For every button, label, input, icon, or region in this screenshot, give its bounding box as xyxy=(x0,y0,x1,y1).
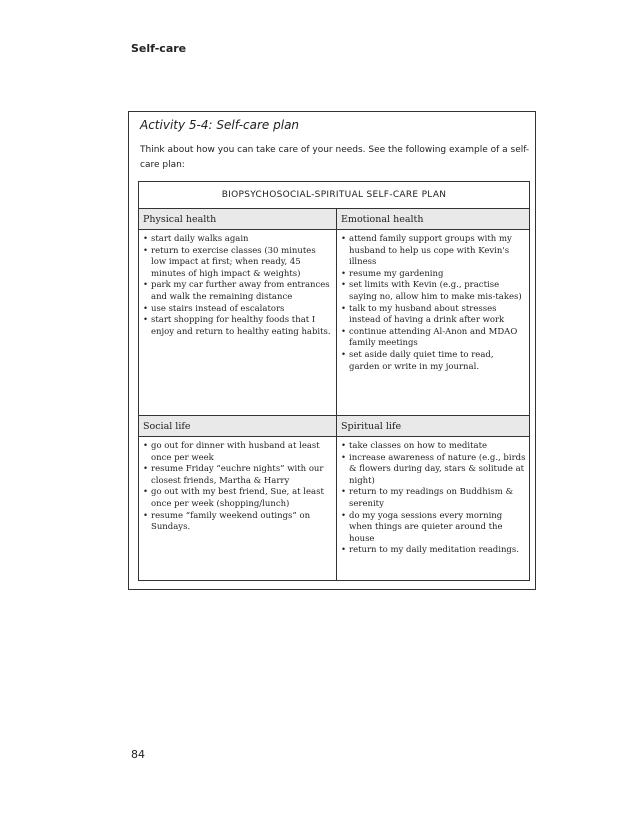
self-care-plan-table xyxy=(138,181,530,581)
physical-health-cell xyxy=(139,230,336,415)
emotional-health-cell xyxy=(337,230,530,415)
plan-title: BIOPSYCHOSOCIAL-SPIRITUAL SELF-CARE PLAN xyxy=(221,190,447,200)
list-item: • return to exercise classes (30 minutes low impact at first; when ready, 45 minutes of high impact & weights) xyxy=(143,246,332,281)
list-item: • return to my daily meditation readings. xyxy=(341,545,526,557)
activity-box xyxy=(128,111,536,590)
activity-intro: Think about how you can take care of your needs. See the following example of a self-care plan: xyxy=(140,145,530,170)
list-item: • increase awareness of nature (e.g., birds & flowers during day, stars & solitude at night) xyxy=(341,453,526,488)
physical-health-heading: Physical health xyxy=(139,208,336,230)
list-item: • start daily walks again xyxy=(143,234,332,246)
list-item: • go out for dinner with husband at least once per week xyxy=(143,441,332,464)
emotional-health-heading: Emotional health xyxy=(336,208,529,230)
list-item: • continue attending Al-Anon and MDAO family meetings xyxy=(341,327,526,350)
list-item: • park my car further away from entrances and walk the remaining distance xyxy=(143,280,332,303)
spiritual-life-list xyxy=(341,441,526,557)
list-item: • set limits with Kevin (e.g., practise saying no, allow him to make mis-takes) xyxy=(341,280,526,303)
physical-health-list xyxy=(143,234,332,338)
social-life-heading: Social life xyxy=(139,415,336,437)
list-item: • return to my readings on Buddhism & serenity xyxy=(341,487,526,510)
list-item: • start shopping for healthy foods that I enjoy and return to healthy eating habits. xyxy=(143,315,332,338)
list-item: • set aside daily quiet time to read, garden or write in my journal. xyxy=(341,350,526,373)
spiritual-life-heading: Spiritual life xyxy=(336,415,529,437)
list-item: • go out with my best friend, Sue, at least once per week (shopping/lunch) xyxy=(143,487,332,510)
page-number: 84 xyxy=(131,748,145,761)
list-item: • resume Friday “euchre nights” with our closest friends, Martha & Harry xyxy=(143,464,332,487)
running-head: Self-care xyxy=(131,42,187,55)
activity-title: Activity 5-4: Self-care plan xyxy=(140,118,300,132)
social-life-list xyxy=(143,441,332,534)
list-item: • use stairs instead of escalators xyxy=(143,304,332,316)
list-item: • attend family support groups with my husband to help us cope with Kevin's illness xyxy=(341,234,526,269)
list-item: • resume “family weekend outings” on Sundays. xyxy=(143,511,332,534)
list-item: • take classes on how to meditate xyxy=(341,441,526,453)
spiritual-life-cell xyxy=(337,437,530,580)
emotional-health-list xyxy=(341,234,526,373)
social-life-cell xyxy=(139,437,336,580)
list-item: • talk to my husband about stresses instead of having a drink after work xyxy=(341,304,526,327)
list-item: • resume my gardening xyxy=(341,269,526,281)
list-item: • do my yoga sessions every morning when things are quieter around the house xyxy=(341,511,526,546)
